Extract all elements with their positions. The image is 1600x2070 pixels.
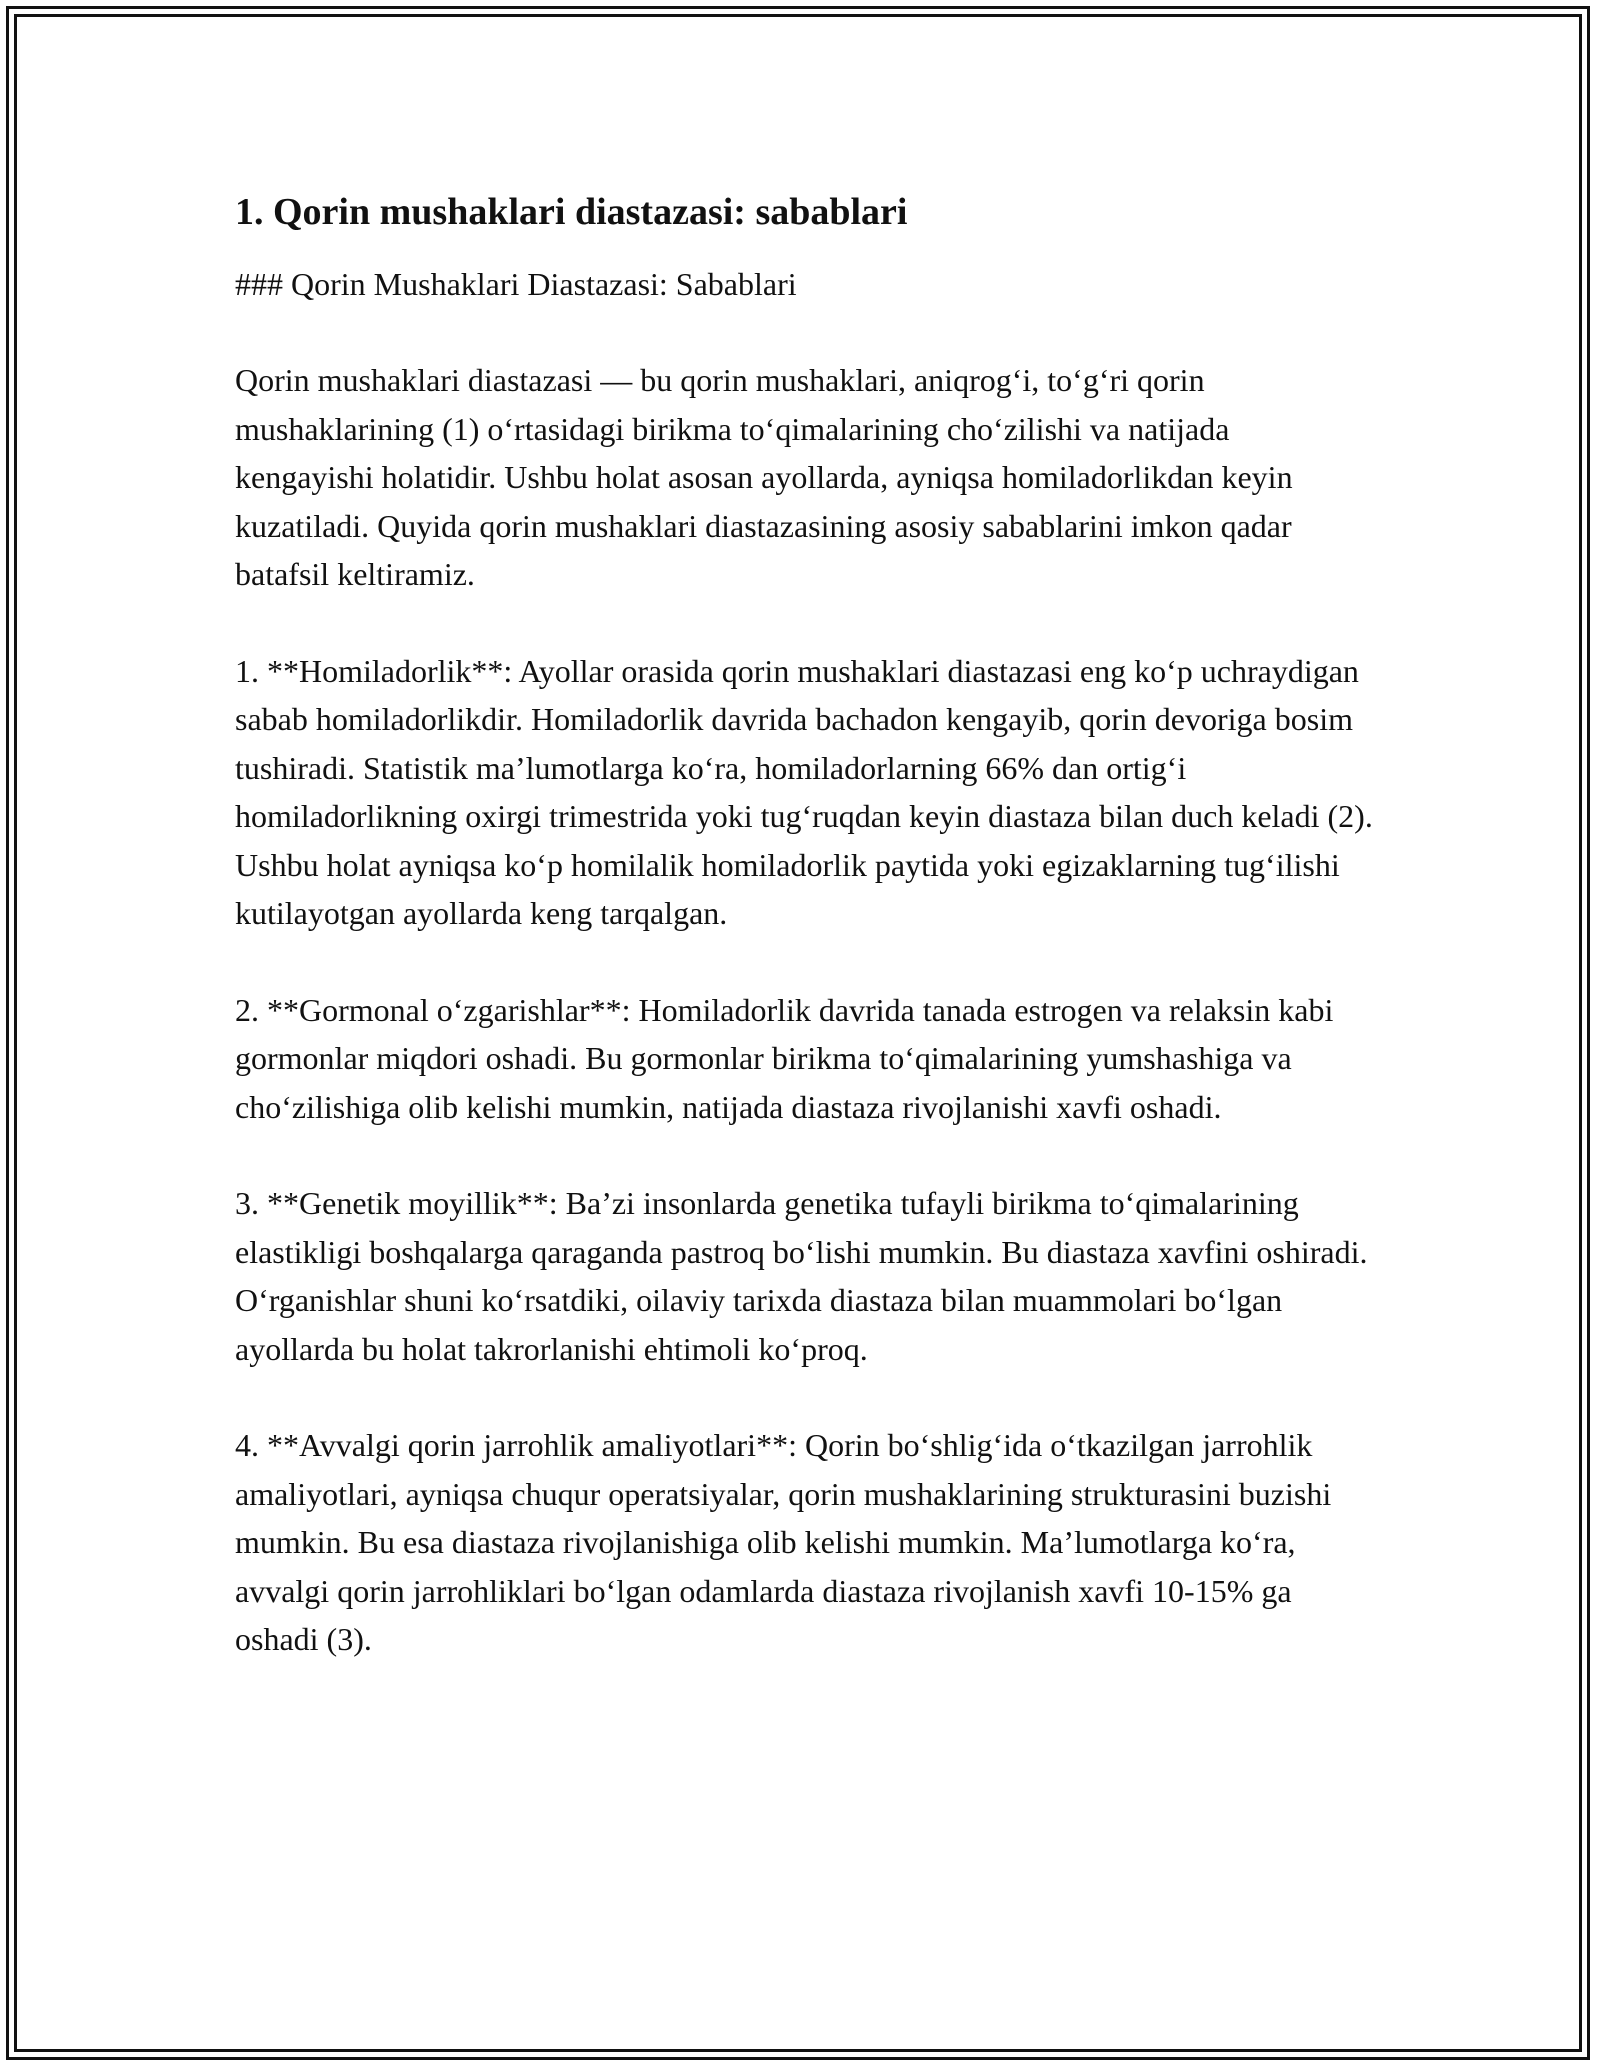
paragraph-gormonal: 2. **Gormonal o‘zgarishlar**: Homiladorlik davrida tanada estrogen va relaksin kabi gormonlar miqdori oshadi. Bu gormonlar birikma to‘qimalarining yumshashiga va cho‘zilishiga olib kelishi mumkin, natijada diastaza rivojlanishi xavfi oshadi. [235, 991, 1334, 1125]
document-body [235, 186, 1375, 1712]
paragraph-jarrohlik: 4. **Avvalgi qorin jarrohlik amaliyotlari**: Qorin bo‘shlig‘ida o‘tkazilgan jarrohlik amaliyotlari, ayniqsa chuqur operatsiyalar, qorin mushaklarining strukturasini buzishi mumkin. Bu esa diastaza rivojlanishiga olib kelishi mumkin. Ma’lumotlarga ko‘ra, avvalgi qorin jarrohliklari bo‘lgan odamlarda diastaza rivojlanish xavfi 10-15% ga oshadi (3). [235, 1427, 1332, 1657]
paragraph-intro: Qorin mushaklari diastazasi — bu qorin mushaklari, aniqrog‘i, to‘g‘ri qorin mushaklarining (1) o‘rtasidagi birikma to‘qimalarining cho‘zilishi va natijada kengayishi holatidir. Ushbu holat asosan ayollarda, ayniqsa homiladorlikdan keyin kuzatiladi. Quyida qorin mushaklari diastazasining asosiy sabablarini imkon qadar batafsil keltiramiz. [235, 362, 1293, 592]
paragraph-homiladorlik: 1. **Homiladorlik**: Ayollar orasida qorin mushaklari diastazasi eng ko‘p uchraydigan sabab homiladorlikdir. Homiladorlik davrida bachadon kengayib, qorin devoriga bosim tushiradi. Statistik ma’lumotlarga ko‘ra, homiladorlarning 66% dan ortig‘i homiladorlikning oxirgi trimestrida yoki tug‘ruqdan keyin diastaza bilan duch keladi (2). Ushbu holat ayniqsa ko‘p homilalik homiladorlik paytida yoki egizaklarning tug‘ilishi kutilayotgan ayollarda keng tarqalgan. [235, 652, 1373, 931]
document-subtitle: ### Qorin Mushaklari Diastazasi: Sabablari [235, 266, 797, 302]
document-title: 1. Qorin mushaklari diastazasi: sabablari [235, 191, 908, 233]
paragraph-genetik: 3. **Genetik moyillik**: Ba’zi insonlarda genetika tufayli birikma to‘qimalarining elastikligi boshqalarga qaraganda pastroq bo‘lishi mumkin. Bu diastaza xavfini oshiradi. O‘rganishlar shuni ko‘rsatdiki, oilaviy tarixda diastaza bilan muammolari bo‘lgan ayollarda bu holat takrorlanishi ehtimoli ko‘proq. [235, 1185, 1368, 1367]
